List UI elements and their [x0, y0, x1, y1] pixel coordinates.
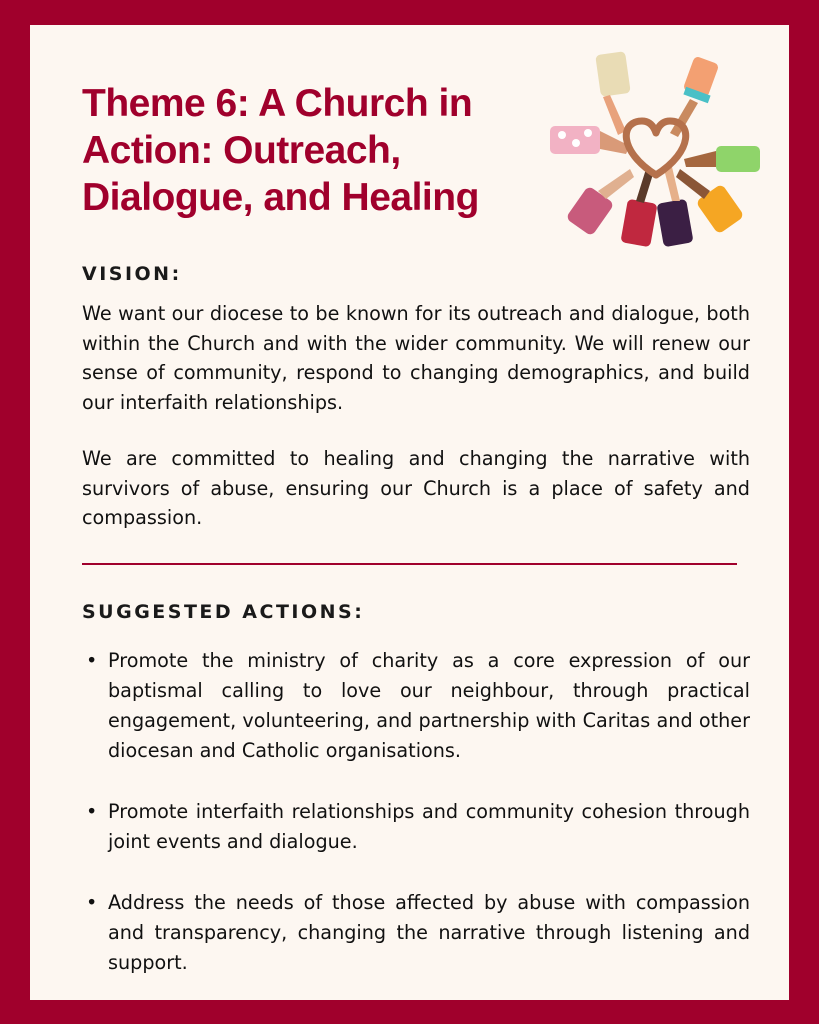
action-item: [82, 888, 750, 978]
action-item: [82, 797, 750, 857]
actions-heading: SUGGESTED ACTIONS:: [82, 601, 365, 623]
action-text: Address the needs of those affected by abuse with compassion and transparency, changing the narrative through listening and support.: [108, 891, 750, 974]
vision-heading: VISION:: [82, 263, 182, 285]
action-text: Promote the ministry of charity as a core expression of our baptismal calling to love our neighbour, through practical engagement, volunteering, and partnership with Caritas and other diocesan and Catholic organisations.: [108, 649, 750, 762]
vision-paragraph-2: We are committed to healing and changing the narrative with survivors of abuse, ensuring our Church is a place of safety and compassion.: [82, 447, 750, 529]
bullet-icon: •: [86, 800, 98, 823]
page-title: Theme 6: A Church in Action: Outreach, Dialogue, and Healing: [82, 82, 479, 219]
arm-right: [684, 146, 760, 172]
heart-hands-icon: [548, 51, 764, 251]
action-item: [82, 646, 750, 766]
arm-top-left: [595, 51, 631, 135]
bullet-icon: •: [86, 649, 98, 672]
vision-paragraph-1: We want our diocese to be known for its outreach and dialogue, both within the Church and with the wider community. We will renew our sense of community, respond to changing demographics, and build our interfaith relationships.: [82, 302, 750, 414]
section-divider: [82, 563, 737, 565]
actions-list: [82, 646, 750, 1009]
bullet-icon: •: [86, 891, 98, 914]
action-text: Promote interfaith relationships and community cohesion through joint events and dialogue.: [108, 800, 750, 853]
page-card: [30, 25, 789, 1000]
